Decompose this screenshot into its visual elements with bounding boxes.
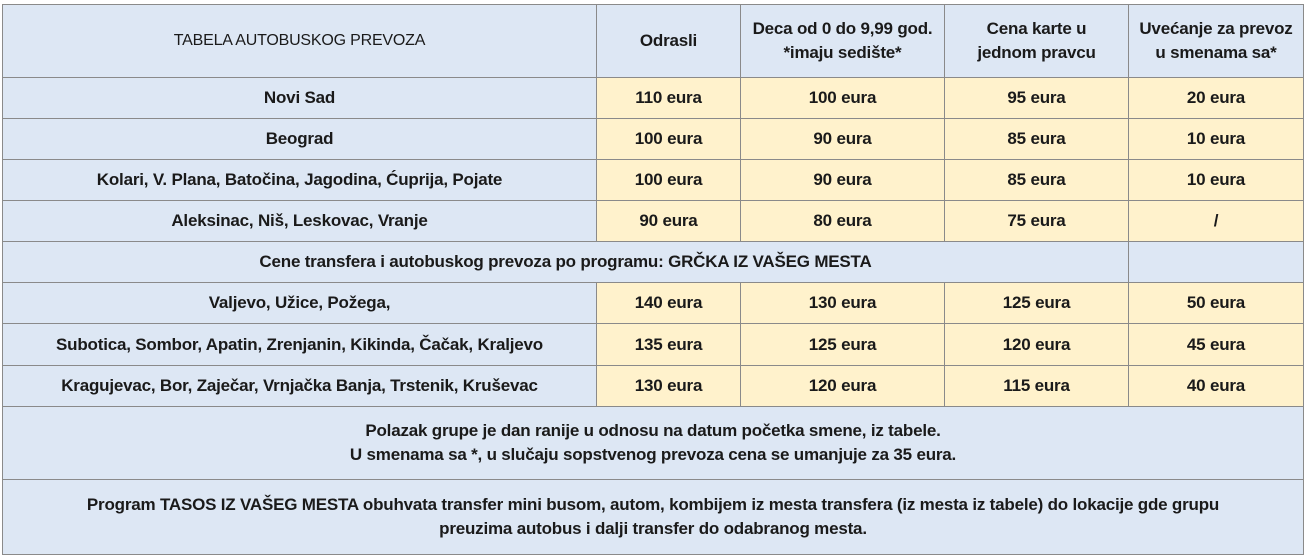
row-surcharge: 45 eura	[1129, 324, 1304, 366]
table-header-row	[3, 5, 1304, 78]
row-children-price: 130 eura	[741, 283, 945, 324]
section-title: Cene transfera i autobuskog prevoza po programu: GRČKA IZ VAŠEG MESTA	[3, 242, 1129, 283]
row-children-price: 120 eura	[741, 366, 945, 407]
row-surcharge: 10 eura	[1129, 160, 1304, 201]
program-notes	[3, 480, 1304, 555]
table-row	[3, 160, 1304, 201]
row-city: Beograd	[3, 119, 597, 160]
row-adults-price: 110 eura	[597, 78, 741, 119]
row-adults-price: 140 eura	[597, 283, 741, 324]
col-header-oneway	[945, 5, 1129, 78]
row-city: Kolari, V. Plana, Batočina, Jagodina, Ćuprija, Pojate	[3, 160, 597, 201]
row-children-price: 80 eura	[741, 201, 945, 242]
row-children-price: 100 eura	[741, 78, 945, 119]
row-oneway-price: 125 eura	[945, 283, 1129, 324]
notes-row	[3, 407, 1304, 480]
row-adults-price: 135 eura	[597, 324, 741, 366]
table-title: TABELA AUTOBUSKOG PREVOZA	[3, 5, 597, 78]
col-header-oneway-line2: jednom pravcu	[977, 43, 1096, 62]
table-row	[3, 201, 1304, 242]
table-row	[3, 78, 1304, 119]
section-title-empty-cell	[1129, 242, 1304, 283]
row-oneway-price: 75 eura	[945, 201, 1129, 242]
col-header-oneway-line1: Cena karte u	[986, 19, 1087, 38]
col-header-children-line1: Deca od 0 do 9,99 god.	[752, 19, 933, 38]
col-header-children	[741, 5, 945, 78]
row-city: Aleksinac, Niš, Leskovac, Vranje	[3, 201, 597, 242]
row-oneway-price: 85 eura	[945, 160, 1129, 201]
program-notes-row	[3, 480, 1304, 555]
row-city: Kragujevac, Bor, Zaječar, Vrnjačka Banja, Trstenik, Kruševac	[3, 366, 597, 407]
row-adults-price: 130 eura	[597, 366, 741, 407]
table-row	[3, 119, 1304, 160]
row-oneway-price: 115 eura	[945, 366, 1129, 407]
bus-transport-table	[2, 4, 1304, 555]
col-header-adults: Odrasli	[597, 5, 741, 78]
row-children-price: 90 eura	[741, 160, 945, 201]
row-surcharge: 50 eura	[1129, 283, 1304, 324]
row-city: Valjevo, Užice, Požega,	[3, 283, 597, 324]
col-header-children-line2: *imaju sedište*	[783, 43, 902, 62]
table-row	[3, 324, 1304, 366]
program-note-line2: preuzima autobus i dalji transfer do odabranog mesta.	[439, 519, 867, 538]
table-row	[3, 366, 1304, 407]
row-surcharge: 40 eura	[1129, 366, 1304, 407]
row-oneway-price: 85 eura	[945, 119, 1129, 160]
departure-notes	[3, 407, 1304, 480]
row-city: Subotica, Sombor, Apatin, Zrenjanin, Kikinda, Čačak, Kraljevo	[3, 324, 597, 366]
row-adults-price: 90 eura	[597, 201, 741, 242]
row-adults-price: 100 eura	[597, 160, 741, 201]
table-row	[3, 283, 1304, 324]
row-surcharge: /	[1129, 201, 1304, 242]
section-title-row	[3, 242, 1304, 283]
departure-note-line1: Polazak grupe je dan ranije u odnosu na datum početka smene, iz tabele.	[365, 421, 941, 440]
departure-note-line2: U smenama sa *, u slučaju sopstvenog prevoza cena se umanjuje za 35 eura.	[349, 445, 957, 464]
row-surcharge: 20 eura	[1129, 78, 1304, 119]
row-surcharge: 10 eura	[1129, 119, 1304, 160]
row-oneway-price: 120 eura	[945, 324, 1129, 366]
row-children-price: 125 eura	[741, 324, 945, 366]
col-header-surcharge-line2: u smenama sa*	[1155, 43, 1277, 62]
row-city: Novi Sad	[3, 78, 597, 119]
col-header-surcharge	[1129, 5, 1304, 78]
row-children-price: 90 eura	[741, 119, 945, 160]
row-oneway-price: 95 eura	[945, 78, 1129, 119]
col-header-surcharge-line1: Uvećanje za prevoz	[1139, 19, 1293, 38]
program-note-line1: Program TASOS IZ VAŠEG MESTA obuhvata transfer mini busom, autom, kombijem iz mesta transfera (iz mesta iz tabele) do lokacije gde grupu	[86, 495, 1220, 514]
row-adults-price: 100 eura	[597, 119, 741, 160]
